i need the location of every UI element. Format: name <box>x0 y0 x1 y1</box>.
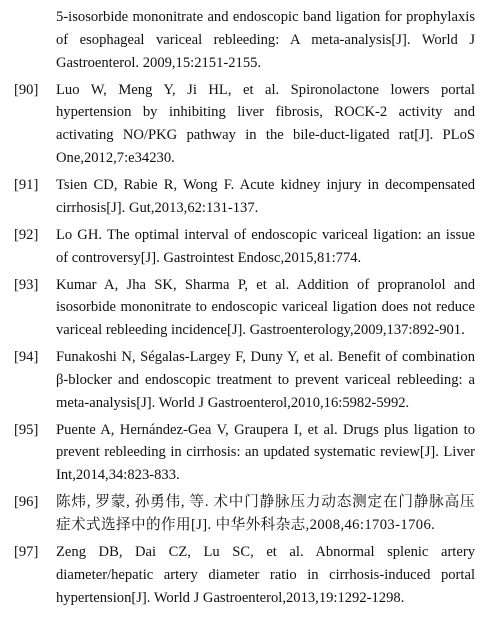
reference-number: [93] <box>14 276 39 293</box>
reference-item-97 <box>14 541 475 609</box>
reference-number: [97] <box>14 544 39 561</box>
reference-text: Zeng DB, Dai CZ, Lu SC, et al. Abnormal splenic artery diameter/hepatic artery diameter ratio in cirrhosis-induced portal hypertension[J]. World J Gastroenterol,2013,19:1292-1298. <box>56 544 475 606</box>
reference-item-93 <box>14 274 475 342</box>
reference-number: [95] <box>14 421 39 438</box>
reference-item-92 <box>14 224 475 270</box>
reference-item-90 <box>14 79 475 170</box>
reference-number: [94] <box>14 349 39 366</box>
reference-number: [96] <box>14 494 39 511</box>
reference-item-94 <box>14 346 475 414</box>
reference-text: Tsien CD, Rabie R, Wong F. Acute kidney injury in decompensated cirrhosis[J]. Gut,2013,62:131-137. <box>56 176 475 216</box>
reference-text: Kumar A, Jha SK, Sharma P, et al. Addition of propranolol and isosorbide mononitrate to endoscopic variceal ligation does not reduce variceal rebleeding incidence[J]. Gastroenterology,2009,137:892-901. <box>56 276 475 339</box>
reference-text: Puente A, Hernández-Gea V, Graupera I, et al. Drugs plus ligation to prevent rebleeding in cirrhosis: an updated systematic review[J]. Liver Int,2014,34:823-833. <box>56 421 475 484</box>
reference-text: Funakoshi N, Ségalas-Largey F, Duny Y, et al. Benefit of combination β-blocker and endoscopic treatment to prevent variceal rebleeding: a meta-analysis[J]. World J Gastroenterol,2010,16:5982-5992. <box>56 349 475 411</box>
reference-text: Luo W, Meng Y, Ji HL, et al. Spironolactone lowers portal hypertension by inhibiting liver fibrosis, ROCK-2 activity and activating NO/PKG pathway in the bile-duct-ligated rat[J]. PLoS One,2012,7:e34230. <box>56 81 475 166</box>
reference-text: 5-isosorbide mononitrate and endoscopic band ligation for prophylaxis of esophageal variceal rebleeding: A meta-analysis[J]. World J Gastroenterol. 2009,15:2151-2155. <box>56 9 475 71</box>
reference-item-91 <box>14 174 475 220</box>
reference-number: [90] <box>14 81 39 98</box>
reference-item-95 <box>14 419 475 487</box>
reference-number: [92] <box>14 226 39 243</box>
reference-number: [91] <box>14 176 39 193</box>
reference-item-continued <box>14 6 475 74</box>
reference-text: 陈炜, 罗蒙, 孙勇伟, 等. 术中门静脉压力动态测定在门静脉高压症术式选择中的作用[J]. 中华外科杂志,2008,46:1703-1706. <box>56 494 475 534</box>
reference-text: Lo GH. The optimal interval of endoscopic variceal ligation: an issue of controversy[J]. Gastrointest Endosc,2015,81:774. <box>56 226 475 266</box>
reference-item-96 <box>14 491 475 537</box>
